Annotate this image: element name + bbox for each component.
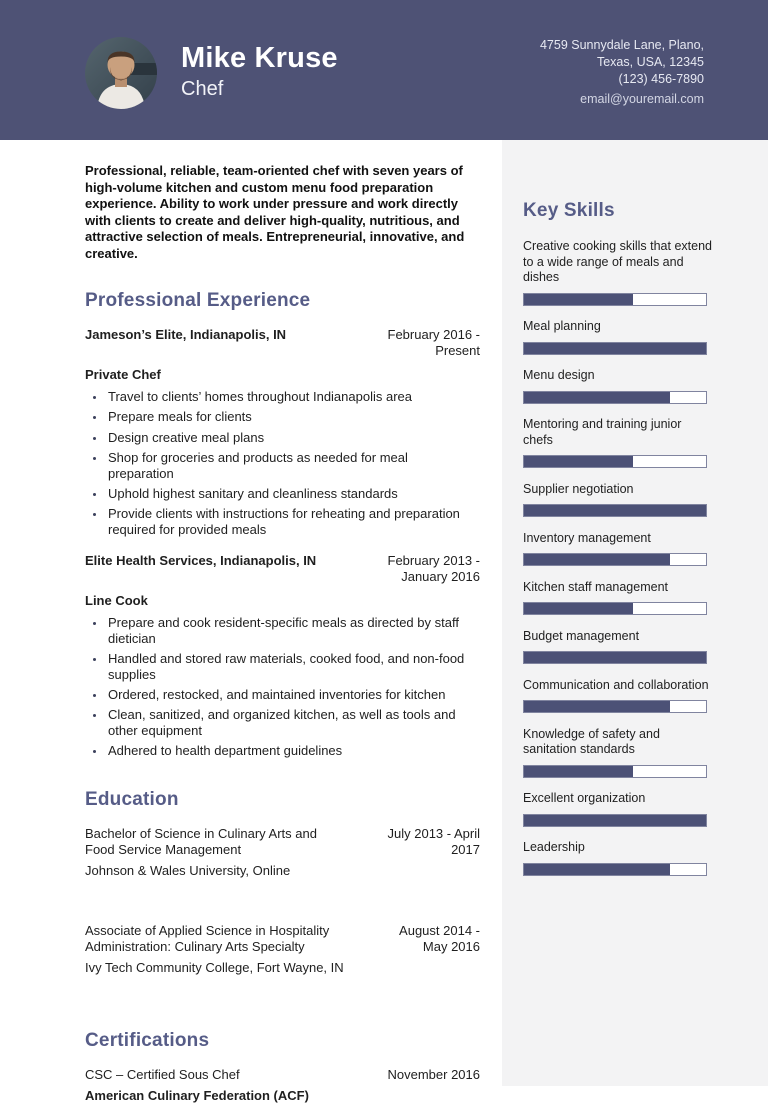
skill-item [523, 239, 712, 306]
degree-name: Bachelor of Science in Culinary Arts and Food Service Management [85, 826, 317, 858]
skill-label: Creative cooking skills that extend to a wide range of meals and dishes [523, 239, 712, 284]
section-heading-key-skills: Key Skills [523, 200, 615, 221]
job-bullet-list [85, 389, 475, 538]
phone-number: (123) 456-7890 [618, 71, 704, 86]
skill-level-bar-fill [524, 343, 706, 354]
section-heading-education: Education [85, 789, 179, 811]
skill-level-bar-fill [524, 505, 706, 516]
skill-level-bar [523, 602, 707, 615]
bullet-item: • Prepare and cook resident-specific meals as directed by staff dietician [106, 615, 475, 647]
degree-name: Associate of Applied Science in Hospitality Administration: Culinary Arts Specialty [85, 923, 330, 955]
skill-level-bar [523, 553, 707, 566]
education-entry-header [85, 923, 480, 955]
experience-entry [85, 327, 480, 538]
skill-level-bar-fill [524, 766, 633, 777]
header-band [0, 0, 768, 140]
skills-sidebar [502, 140, 768, 1086]
skill-item [523, 840, 708, 876]
person-name: Mike Kruse [181, 41, 338, 74]
skill-label: Leadership [523, 840, 585, 854]
certification-entry-header [85, 1067, 480, 1083]
skill-level-bar [523, 651, 707, 664]
skill-item [523, 531, 708, 567]
skill-item [523, 368, 708, 404]
bullet-item: • Adhered to health department guidelines [106, 743, 475, 759]
identity-block [181, 43, 338, 102]
summary-paragraph: Professional, reliable, team-oriented chef with seven years of high-volume kitchen and custom menu food preparation experience. Ability to work under pressure and work directly with clients to create and deliver high-quality, nutritious, and attractive selection of meals. Entrepreneurial, innovative, and creative. [85, 163, 465, 261]
skill-level-bar [523, 863, 707, 876]
experience-entry-header [85, 327, 480, 359]
skill-level-bar-fill [524, 456, 633, 467]
bullet-item: • Shop for groceries and products as needed for meal preparation [106, 450, 475, 482]
skill-label: Kitchen staff management [523, 579, 668, 594]
skill-level-bar-fill [524, 554, 670, 565]
experience-entry-header [85, 553, 480, 585]
skill-level-bar-fill [524, 392, 670, 403]
skill-label: Mentoring and training junior chefs [523, 417, 682, 447]
skill-level-bar-fill [524, 652, 706, 663]
skill-label: Inventory management [523, 530, 651, 545]
skill-level-bar [523, 700, 707, 713]
experience-dates: February 2016 - Present [387, 327, 480, 358]
school-name: Johnson & Wales University, Online [85, 863, 291, 879]
skill-label: Menu design [523, 368, 595, 382]
skill-item [523, 482, 708, 518]
skills-list [523, 239, 712, 876]
skill-level-bar-fill [524, 701, 670, 712]
skill-item [523, 678, 708, 714]
section-heading-certifications: Certifications [85, 1030, 210, 1052]
bullet-item: • Clean, sanitized, and organized kitchen, as well as tools and other equipment [106, 707, 475, 739]
job-role: Private Chef [85, 367, 161, 382]
skill-item [523, 629, 708, 665]
experience-list [85, 327, 480, 759]
address-line-1: 4759 Sunnydale Lane, Plano, [539, 37, 704, 52]
bullet-item: • Handled and stored raw materials, cooked food, and non-food supplies [106, 651, 475, 683]
address-line-2: Texas, USA, 12345 [596, 54, 704, 69]
skill-label: Knowledge of safety and sanitation standards [523, 726, 660, 756]
profile-photo-icon [85, 37, 157, 109]
certification-issuer: American Culinary Federation (ACF) [85, 1088, 309, 1103]
experience-dates: February 2013 - January 2016 [387, 552, 480, 584]
bullet-item: • Uphold highest sanitary and cleanliness standards [106, 486, 475, 502]
email-address: email@youremail.com [580, 91, 704, 106]
skill-level-bar [523, 342, 707, 355]
skill-label: Budget management [523, 628, 640, 643]
skill-level-bar [523, 455, 707, 468]
bullet-item: • Prepare meals for clients [106, 409, 475, 425]
education-entry [85, 923, 480, 976]
bullet-item: • Travel to clients’ homes throughout Indianapolis area [106, 389, 475, 405]
certification-list [85, 1067, 480, 1103]
skill-level-bar-fill [524, 603, 633, 614]
education-entry [85, 826, 480, 879]
skill-level-bar [523, 765, 707, 778]
bullet-item: • Ordered, restocked, and maintained inventories for kitchen [106, 687, 475, 703]
job-bullet-list [85, 615, 475, 759]
job-role: Line Cook [85, 592, 148, 608]
certification-date: November 2016 [387, 1067, 480, 1083]
skill-label: Meal planning [523, 319, 601, 333]
skill-level-bar [523, 504, 707, 517]
skill-label: Supplier negotiation [523, 481, 634, 496]
skill-level-bar-fill [524, 864, 670, 875]
body-columns [0, 140, 768, 1103]
skill-level-bar-fill [524, 294, 633, 305]
bullet-item: • Provide clients with instructions for reheating and preparation required for provided meals [106, 506, 475, 538]
skill-item [523, 580, 708, 616]
certification-entry [85, 1067, 480, 1103]
person-title: Chef [181, 78, 224, 101]
skill-level-bar [523, 293, 707, 306]
company-name: Elite Health Services, Indianapolis, IN [85, 552, 317, 568]
certification-name: CSC – Certified Sous Chef [85, 1067, 240, 1083]
contact-block [540, 37, 704, 108]
education-dates: July 2013 - April 2017 [387, 826, 480, 858]
skill-level-bar [523, 391, 707, 404]
education-entry-header [85, 826, 480, 858]
skill-item [523, 791, 708, 827]
section-heading-experience: Professional Experience [85, 290, 311, 311]
main-column [0, 140, 502, 1103]
skill-level-bar-fill [524, 815, 706, 826]
education-dates: August 2014 - May 2016 [399, 923, 480, 955]
skill-label: Excellent organization [523, 791, 646, 805]
skill-item [523, 417, 708, 468]
skill-label: Communication and collaboration [523, 677, 709, 692]
experience-entry [85, 553, 480, 759]
avatar [85, 37, 157, 109]
skill-level-bar [523, 814, 707, 827]
skill-item [523, 319, 708, 355]
education-list [85, 826, 480, 976]
company-name: Jameson’s Elite, Indianapolis, IN [85, 327, 287, 342]
skill-item [523, 727, 708, 778]
bullet-item: • Design creative meal plans [106, 430, 475, 446]
school-name: Ivy Tech Community College, Fort Wayne, IN [85, 960, 344, 976]
